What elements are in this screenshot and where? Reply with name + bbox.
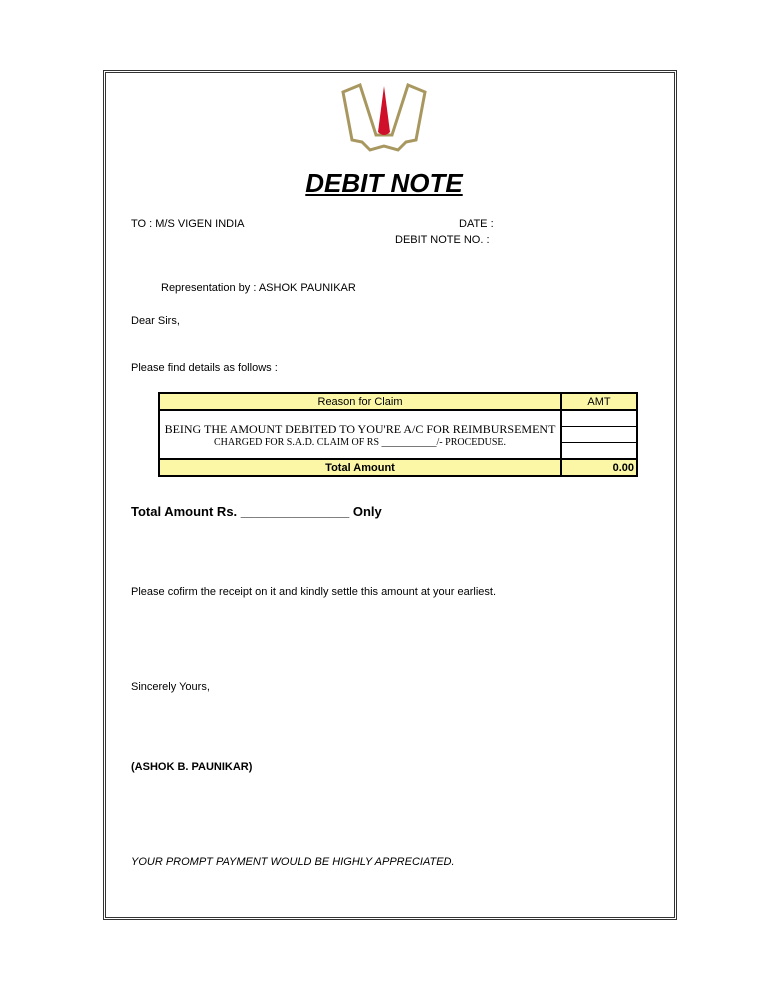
reason-header: Reason for Claim [159, 393, 561, 410]
confirm-text: Please cofirm the receipt on it and kindly settle this amount at your earliest. [131, 586, 497, 598]
date-label: DATE : [459, 218, 494, 230]
amt-header: AMT [561, 393, 637, 410]
total-value: 0.00 [561, 459, 637, 476]
company-logo [338, 80, 430, 156]
representation: Representation by : ASHOK PAUNIKAR [161, 282, 356, 294]
salutation: Dear Sirs, [131, 315, 180, 327]
claim-table [158, 392, 638, 477]
claim-reason [159, 410, 561, 459]
intro-text: Please find details as follows : [131, 362, 278, 374]
recipient: TO : M/S VIGEN INDIA [131, 218, 245, 230]
debit-note-no-label: DEBIT NOTE NO. : [395, 234, 490, 246]
total-label: Total Amount [159, 459, 561, 476]
total-in-words: Total Amount Rs. _______________ Only [131, 504, 382, 519]
document-title: DEBIT NOTE [305, 168, 463, 198]
amount-cells [561, 410, 637, 459]
closing: Sincerely Yours, [131, 681, 210, 693]
footer-note: YOUR PROMPT PAYMENT WOULD BE HIGHLY APPRECIATED. [131, 856, 455, 868]
claim-line-2: CHARGED FOR S.A.D. CLAIM OF RS ___________/- PROCEDUSE. [214, 436, 506, 448]
signatory: (ASHOK B. PAUNIKAR) [131, 761, 253, 773]
claim-line-1: BEING THE AMOUNT DEBITED TO YOU'RE A/C FOR REIMBURSEMENT [164, 421, 556, 436]
